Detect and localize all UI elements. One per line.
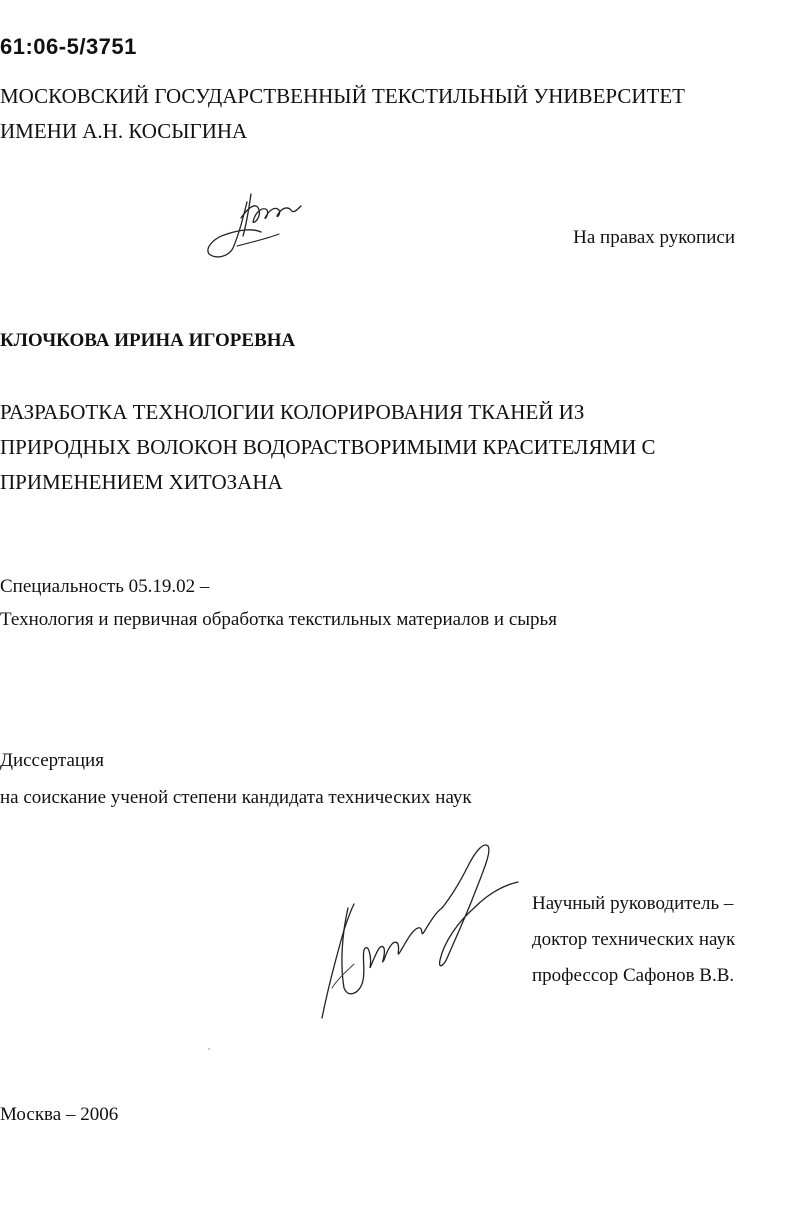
university-name-line-1: МОСКОВСКИЙ ГОСУДАРСТВЕННЫЙ ТЕКСТИЛЬНЫЙ УНИВЕРСИТЕТ	[0, 84, 685, 108]
degree-sought: на соискание ученой степени кандидата технических наук	[0, 787, 472, 808]
supervisor-signature-icon	[318, 838, 528, 1023]
specialty-name: Технология и первичная обработка текстильных материалов и сырья	[0, 609, 557, 630]
supervisor-degree: доктор технических наук	[532, 929, 736, 950]
manuscript-rights-note: На правах рукописи	[573, 227, 735, 248]
document-type: Диссертация	[0, 750, 104, 771]
dissertation-title-line-2: ПРИРОДНЫХ ВОЛОКОН ВОДОРАСТВОРИМЫМИ КРАСИТЕЛЯМИ С	[0, 435, 656, 459]
supervisor-name: профессор Сафонов В.В.	[532, 965, 735, 986]
place-and-year: Москва – 2006	[0, 1104, 119, 1125]
scan-speck	[208, 1048, 210, 1050]
author-name: КЛОЧКОВА ИРИНА ИГОРЕВНА	[0, 330, 296, 351]
dissertation-title-line-1: РАЗРАБОТКА ТЕХНОЛОГИИ КОЛОРИРОВАНИЯ ТКАНЕЙ ИЗ	[0, 400, 585, 424]
catalog-number: 61:06-5/3751	[0, 34, 137, 59]
supervisor-label: Научный руководитель –	[532, 893, 734, 914]
specialty-code: Специальность 05.19.02 –	[0, 576, 210, 597]
author-signature-icon	[203, 188, 313, 268]
university-name-line-2: ИМЕНИ А.Н. КОСЫГИНА	[0, 119, 248, 143]
dissertation-title-line-3: ПРИМЕНЕНИЕМ ХИТОЗАНА	[0, 470, 283, 494]
